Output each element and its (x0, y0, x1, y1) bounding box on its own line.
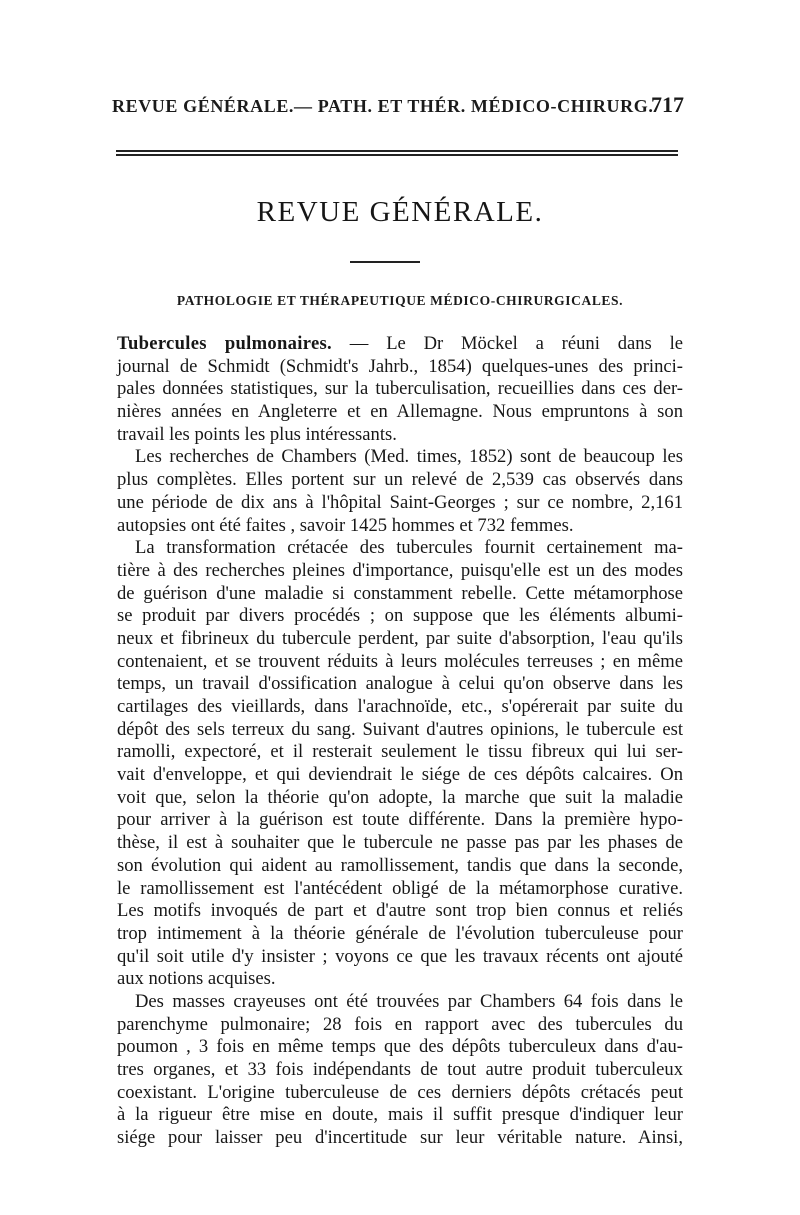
text-line: neux et fibrineux du tubercule perdent, par suite d'absorption, l'eau qu'ils (117, 627, 683, 649)
text-line: travail les points les plus intéressants. (117, 423, 397, 445)
text-line: voit que, selon la théorie qu'on adopte, la marche que suit la maladie (117, 786, 683, 808)
text-line: parenchyme pulmonaire; 28 fois en rapport avec des tubercules du (117, 1013, 683, 1035)
text-line: à la rigueur être mise en doute, mais il suffit presque d'indiquer leur (117, 1104, 683, 1126)
title-divider (350, 261, 420, 263)
text-line: ramolli, expectoré, et il resterait seulement le tissu fibreux qui lui ser- (117, 741, 683, 763)
text-line: poumon , 3 fois en même temps que des dépôts tuberculeux dans d'au- (117, 1036, 683, 1058)
text-line: son évolution qui aident au ramollissement, tandis que dans la seconde, (117, 854, 683, 876)
text-line: aux notions acquises. (117, 968, 276, 990)
text-line: temps, un travail d'ossification analogue à celui qu'on observe dans les (117, 673, 683, 695)
subsection-title: PATHOLOGIE ET THÉRAPEUTIQUE MÉDICO-CHIRURGICALES. (176, 293, 624, 308)
text-line: dépôt des sels terreux du sang. Suivant d'autres opinions, le tubercule est (117, 718, 683, 740)
text-line: coexistant. L'origine tuberculeuse de ces derniers dépôts crétacés peut (117, 1081, 683, 1103)
text-line: pour arriver à la guérison est toute différente. Dans la première hypo- (117, 809, 683, 831)
header-double-rule (116, 150, 678, 156)
text-line: pales données statistiques, sur la tuberculisation, recueillies dans ces der- (117, 378, 683, 400)
running-head-title: REVUE GÉNÉRALE.— PATH. ET THÉR. MÉDICO-CHIRURG. (112, 96, 654, 116)
text-line: thèse, il est à souhaiter que le tubercule ne passe pas par les phases de (117, 832, 683, 854)
text-line: se produit par divers procédés ; on suppose que les éléments albumi- (117, 605, 683, 627)
page-number: 717 (651, 92, 684, 117)
text-line: siége pour laisser peu d'incertitude sur leur véritable nature. Ainsi, (117, 1127, 683, 1149)
text-line: cartilages des vieillards, dans l'arachnoïde, etc., s'opérerait par suite du (117, 696, 683, 717)
lead-line-rest: — Le Dr Möckel a réuni dans le (332, 333, 683, 354)
section-title: REVUE GÉNÉRALE. (256, 196, 544, 228)
text-line: La transformation crétacée des tubercules fournit certainement ma- (135, 537, 683, 559)
text-line: tière à des recherches pleines d'importance, puisqu'elle est un des modes (117, 559, 683, 581)
text-line: qu'il soit utile d'y insister ; voyons ce que les travaux récents ont ajouté (117, 945, 683, 967)
article-body (117, 333, 683, 1150)
text-line: une période de dix ans à l'hôpital Saint-Georges ; sur ce nombre, 2,161 (117, 491, 683, 513)
text-line: Des masses crayeuses ont été trouvées par Chambers 64 fois dans le (135, 990, 683, 1012)
text-line: nières années en Angleterre et en Allemagne. Nous empruntons à son (117, 401, 683, 423)
text-line: le ramollissement est l'antécédent obligé de la métamorphose curative. (117, 877, 683, 899)
running-head (112, 92, 684, 122)
text-line: plus complètes. Elles portent sur un relevé de 2,539 cas observés dans (117, 469, 683, 491)
text-line: tres organes, et 33 fois indépendants de tout autre produit tuberculeux (117, 1059, 683, 1080)
text-line: Les motifs invoqués de part et d'autre sont trop bien connus et reliés (117, 900, 683, 922)
text-line: de guérison d'une maladie si constamment rebelle. Cette métamorphose (117, 582, 683, 604)
text-line (117, 333, 683, 356)
text-line: Les recherches de Chambers (Med. times, 1852) sont de beaucoup les (135, 446, 683, 468)
text-line: contenaient, et se trouvent réduits à leurs molécules terreuses ; en même (117, 650, 683, 672)
lead-term: Tubercules pulmonaires. (117, 333, 332, 354)
text-line: autopsies ont été faites , savoir 1425 hommes et 732 femmes. (117, 514, 574, 536)
text-line: vait d'enveloppe, et qui deviendrait le siége de ces dépôts calcaires. On (117, 764, 683, 786)
text-line: journal de Schmidt (Schmidt's Jahrb., 1854) quelques-unes des princi- (117, 355, 683, 377)
text-line: trop intimement à la théorie générale de l'évolution tuberculeuse pour (117, 922, 683, 944)
